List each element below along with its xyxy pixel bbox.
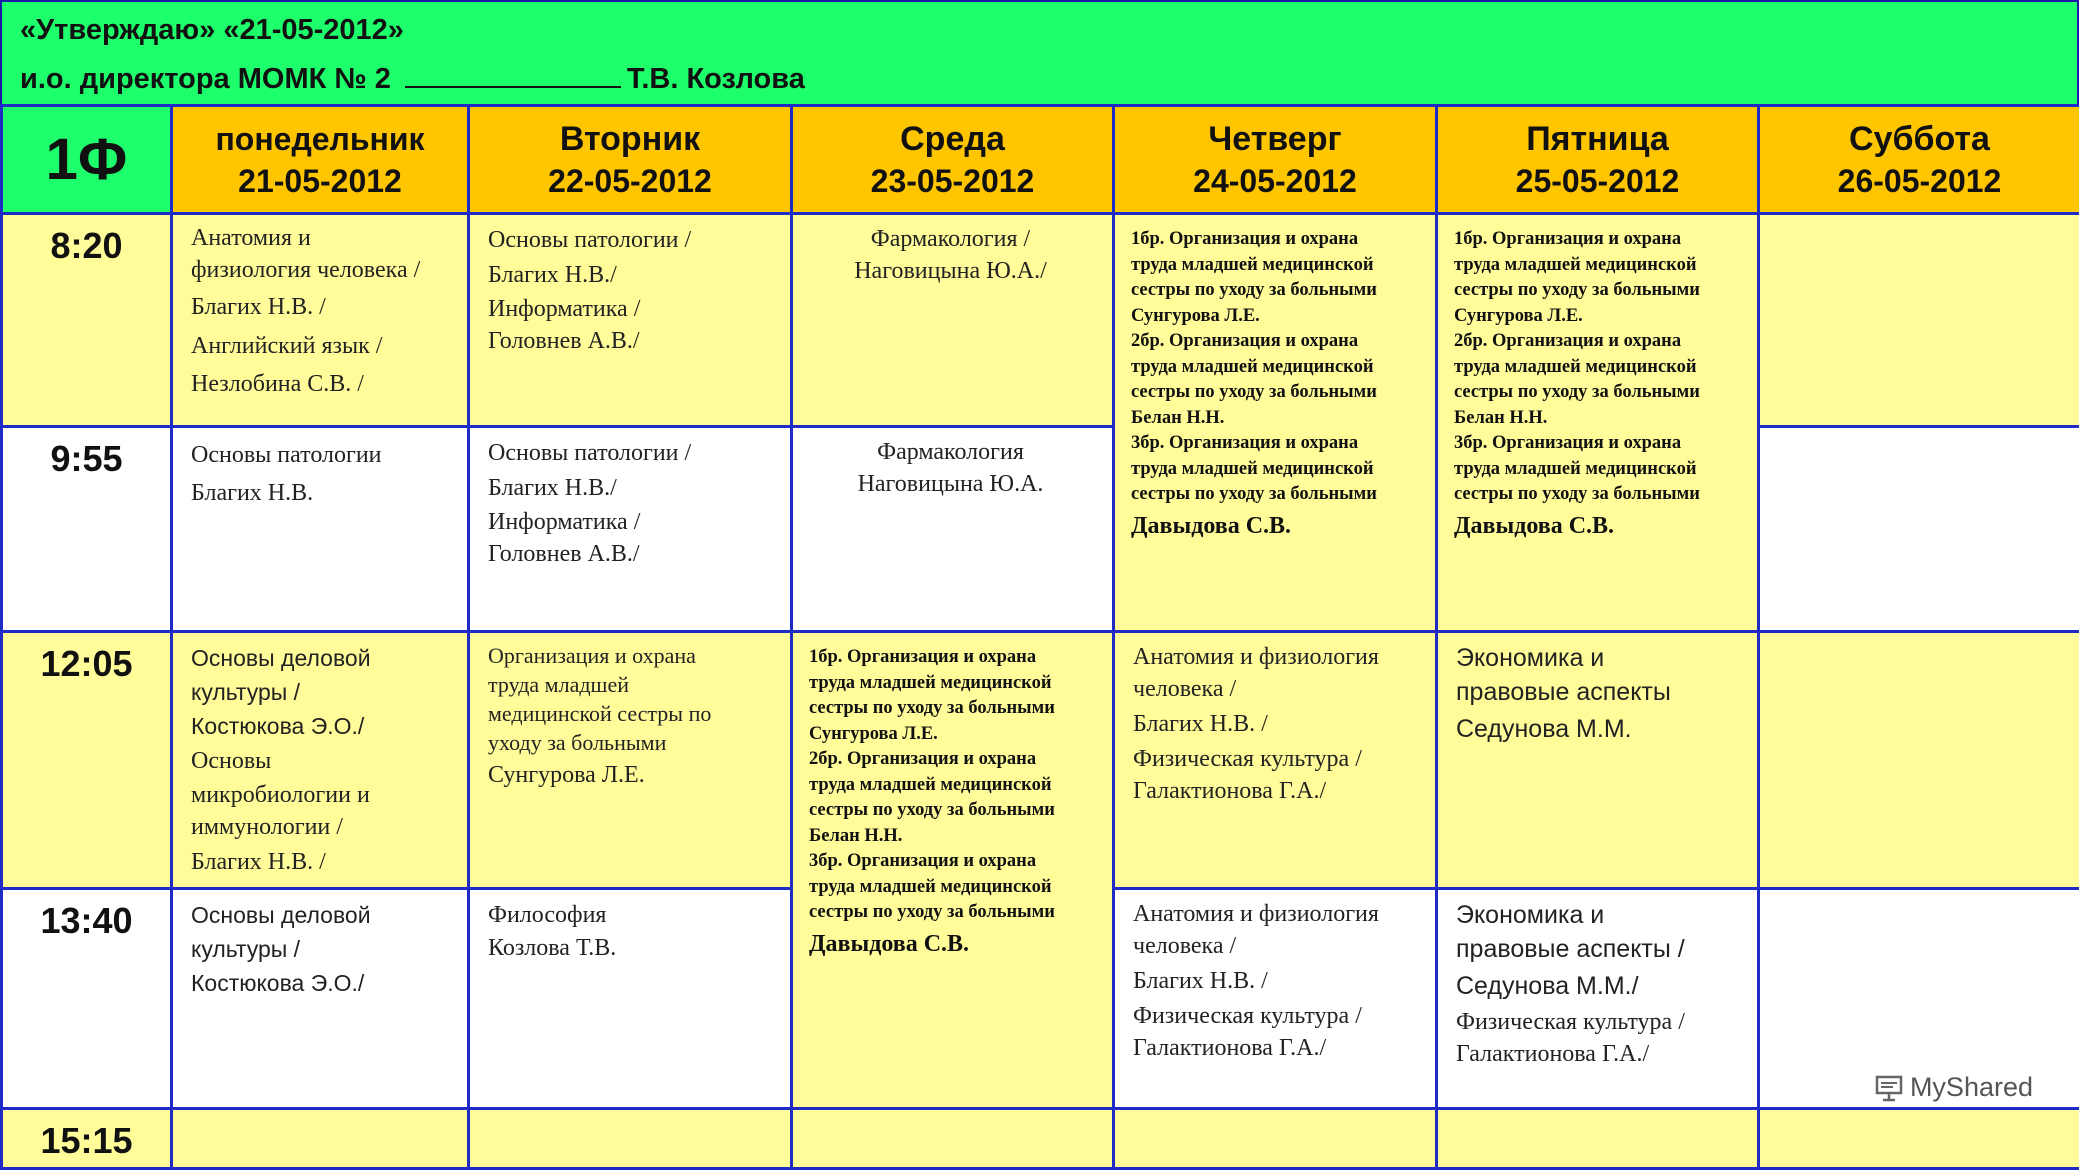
- watermark: [1874, 1072, 2033, 1103]
- lesson-cell-thu-3: Анатомия и физиология человека / Благих Н.В. / Физическая культура / Галактионова Г.А./: [1114, 632, 1437, 889]
- presentation-icon: [1874, 1073, 1904, 1103]
- lesson-cell-tue-5: [469, 1109, 792, 1169]
- director-line: [20, 60, 805, 96]
- day-header-monday: понедельник 21-05-2012: [172, 106, 469, 214]
- day-header-tuesday: Вторник 22-05-2012: [469, 106, 792, 214]
- director-title: и.о. директора МОМК № 2: [20, 63, 391, 95]
- time-slot: 15:15: [2, 1109, 172, 1169]
- lesson-cell-sat-2: [1759, 427, 2079, 632]
- lesson-cell-mon-1: Анатомия и физиология человека / Благих Н.В. / Английский язык / Незлобина С.В. /: [172, 214, 469, 427]
- lesson-cell-wed-3-4: 1бр. Организация и охрана труда младшей медицинской сестры по уходу за больными Сунгурова Л.Е. 2бр. Организация и охрана труда младшей медицинской сестры по уходу за больными Белан Н.Н. 3бр. Организация и охрана труда младшей медицинской сестры по уходу за больными Давыдова С.В.: [792, 632, 1114, 1109]
- lesson-cell-tue-1: Основы патологии / Благих Н.В./ Информатика / Головнев А.В./: [469, 214, 792, 427]
- lesson-cell-fri-1-2: 1бр. Организация и охрана труда младшей медицинской сестры по уходу за больными Сунгурова Л.Е. 2бр. Организация и охрана труда младшей медицинской сестры по уходу за больными Белан Н.Н. 3бр. Организация и охрана труда младшей медицинской сестры по уходу за больными Давыдова С.В.: [1437, 214, 1759, 632]
- time-slot: 12:05: [2, 632, 172, 889]
- lesson-cell-sat-3: [1759, 632, 2079, 889]
- approval-line: «Утверждаю» «21-05-2012»: [20, 14, 404, 47]
- lesson-cell-tue-2: Основы патологии / Благих Н.В./ Информатика / Головнев А.В./: [469, 427, 792, 632]
- lesson-cell-wed-1: Фармакология / Наговицына Ю.А./: [792, 214, 1114, 427]
- signature-blank: [405, 60, 621, 88]
- lesson-row-1: [2, 214, 2079, 427]
- day-header-thursday: Четверг 24-05-2012: [1114, 106, 1437, 214]
- approval-header: [0, 0, 2079, 106]
- lesson-cell-mon-5: [172, 1109, 469, 1169]
- director-name: Т.В. Козлова: [627, 63, 805, 95]
- lesson-cell-wed-5: [792, 1109, 1114, 1169]
- group-label: 1Ф: [2, 106, 172, 214]
- time-slot: 13:40: [2, 889, 172, 1109]
- lesson-row-2: [2, 427, 2079, 632]
- lesson-cell-mon-4: Основы деловой культуры / Костюкова Э.О./: [172, 889, 469, 1109]
- lesson-row-5: [2, 1109, 2079, 1169]
- lesson-cell-thu-4: Анатомия и физиология человека / Благих Н.В. / Физическая культура / Галактионова Г.А./: [1114, 889, 1437, 1109]
- lesson-cell-tue-3: Организация и охрана труда младшей медицинской сестры по уходу за больными Сунгурова Л.Е.: [469, 632, 792, 889]
- lesson-cell-fri-5: [1437, 1109, 1759, 1169]
- lesson-cell-sat-1: [1759, 214, 2079, 427]
- day-header-row: [2, 106, 2079, 214]
- day-header-saturday: Суббота 26-05-2012: [1759, 106, 2079, 214]
- lesson-cell-fri-4: Экономика и правовые аспекты / Седунова М.М./ Физическая культура / Галактионова Г.А./: [1437, 889, 1759, 1109]
- lesson-cell-thu-1-2: 1бр. Организация и охрана труда младшей медицинской сестры по уходу за больными Сунгурова Л.Е. 2бр. Организация и охрана труда младшей медицинской сестры по уходу за больными Белан Н.Н. 3бр. Организация и охрана труда младшей медицинской сестры по уходу за больными Давыдова С.В.: [1114, 214, 1437, 632]
- day-header-wednesday: Среда 23-05-2012: [792, 106, 1114, 214]
- schedule-table: [0, 104, 2079, 1170]
- lesson-cell-fri-3: Экономика и правовые аспекты Седунова М.М.: [1437, 632, 1759, 889]
- lesson-cell-tue-4: Философия Козлова Т.В.: [469, 889, 792, 1109]
- lesson-cell-thu-5: [1114, 1109, 1437, 1169]
- lesson-cell-mon-2: Основы патологии Благих Н.В.: [172, 427, 469, 632]
- lesson-cell-mon-3: Основы деловой культуры / Костюкова Э.О./ Основы микробиологии и иммунологии / Благих Н.В. /: [172, 632, 469, 889]
- watermark-text: MyShared: [1910, 1072, 2033, 1103]
- lesson-cell-sat-5: [1759, 1109, 2079, 1169]
- day-header-friday: Пятница 25-05-2012: [1437, 106, 1759, 214]
- lesson-cell-wed-2: Фармакология Наговицына Ю.А.: [792, 427, 1114, 632]
- time-slot: 9:55: [2, 427, 172, 632]
- lesson-row-3: [2, 632, 2079, 889]
- time-slot: 8:20: [2, 214, 172, 427]
